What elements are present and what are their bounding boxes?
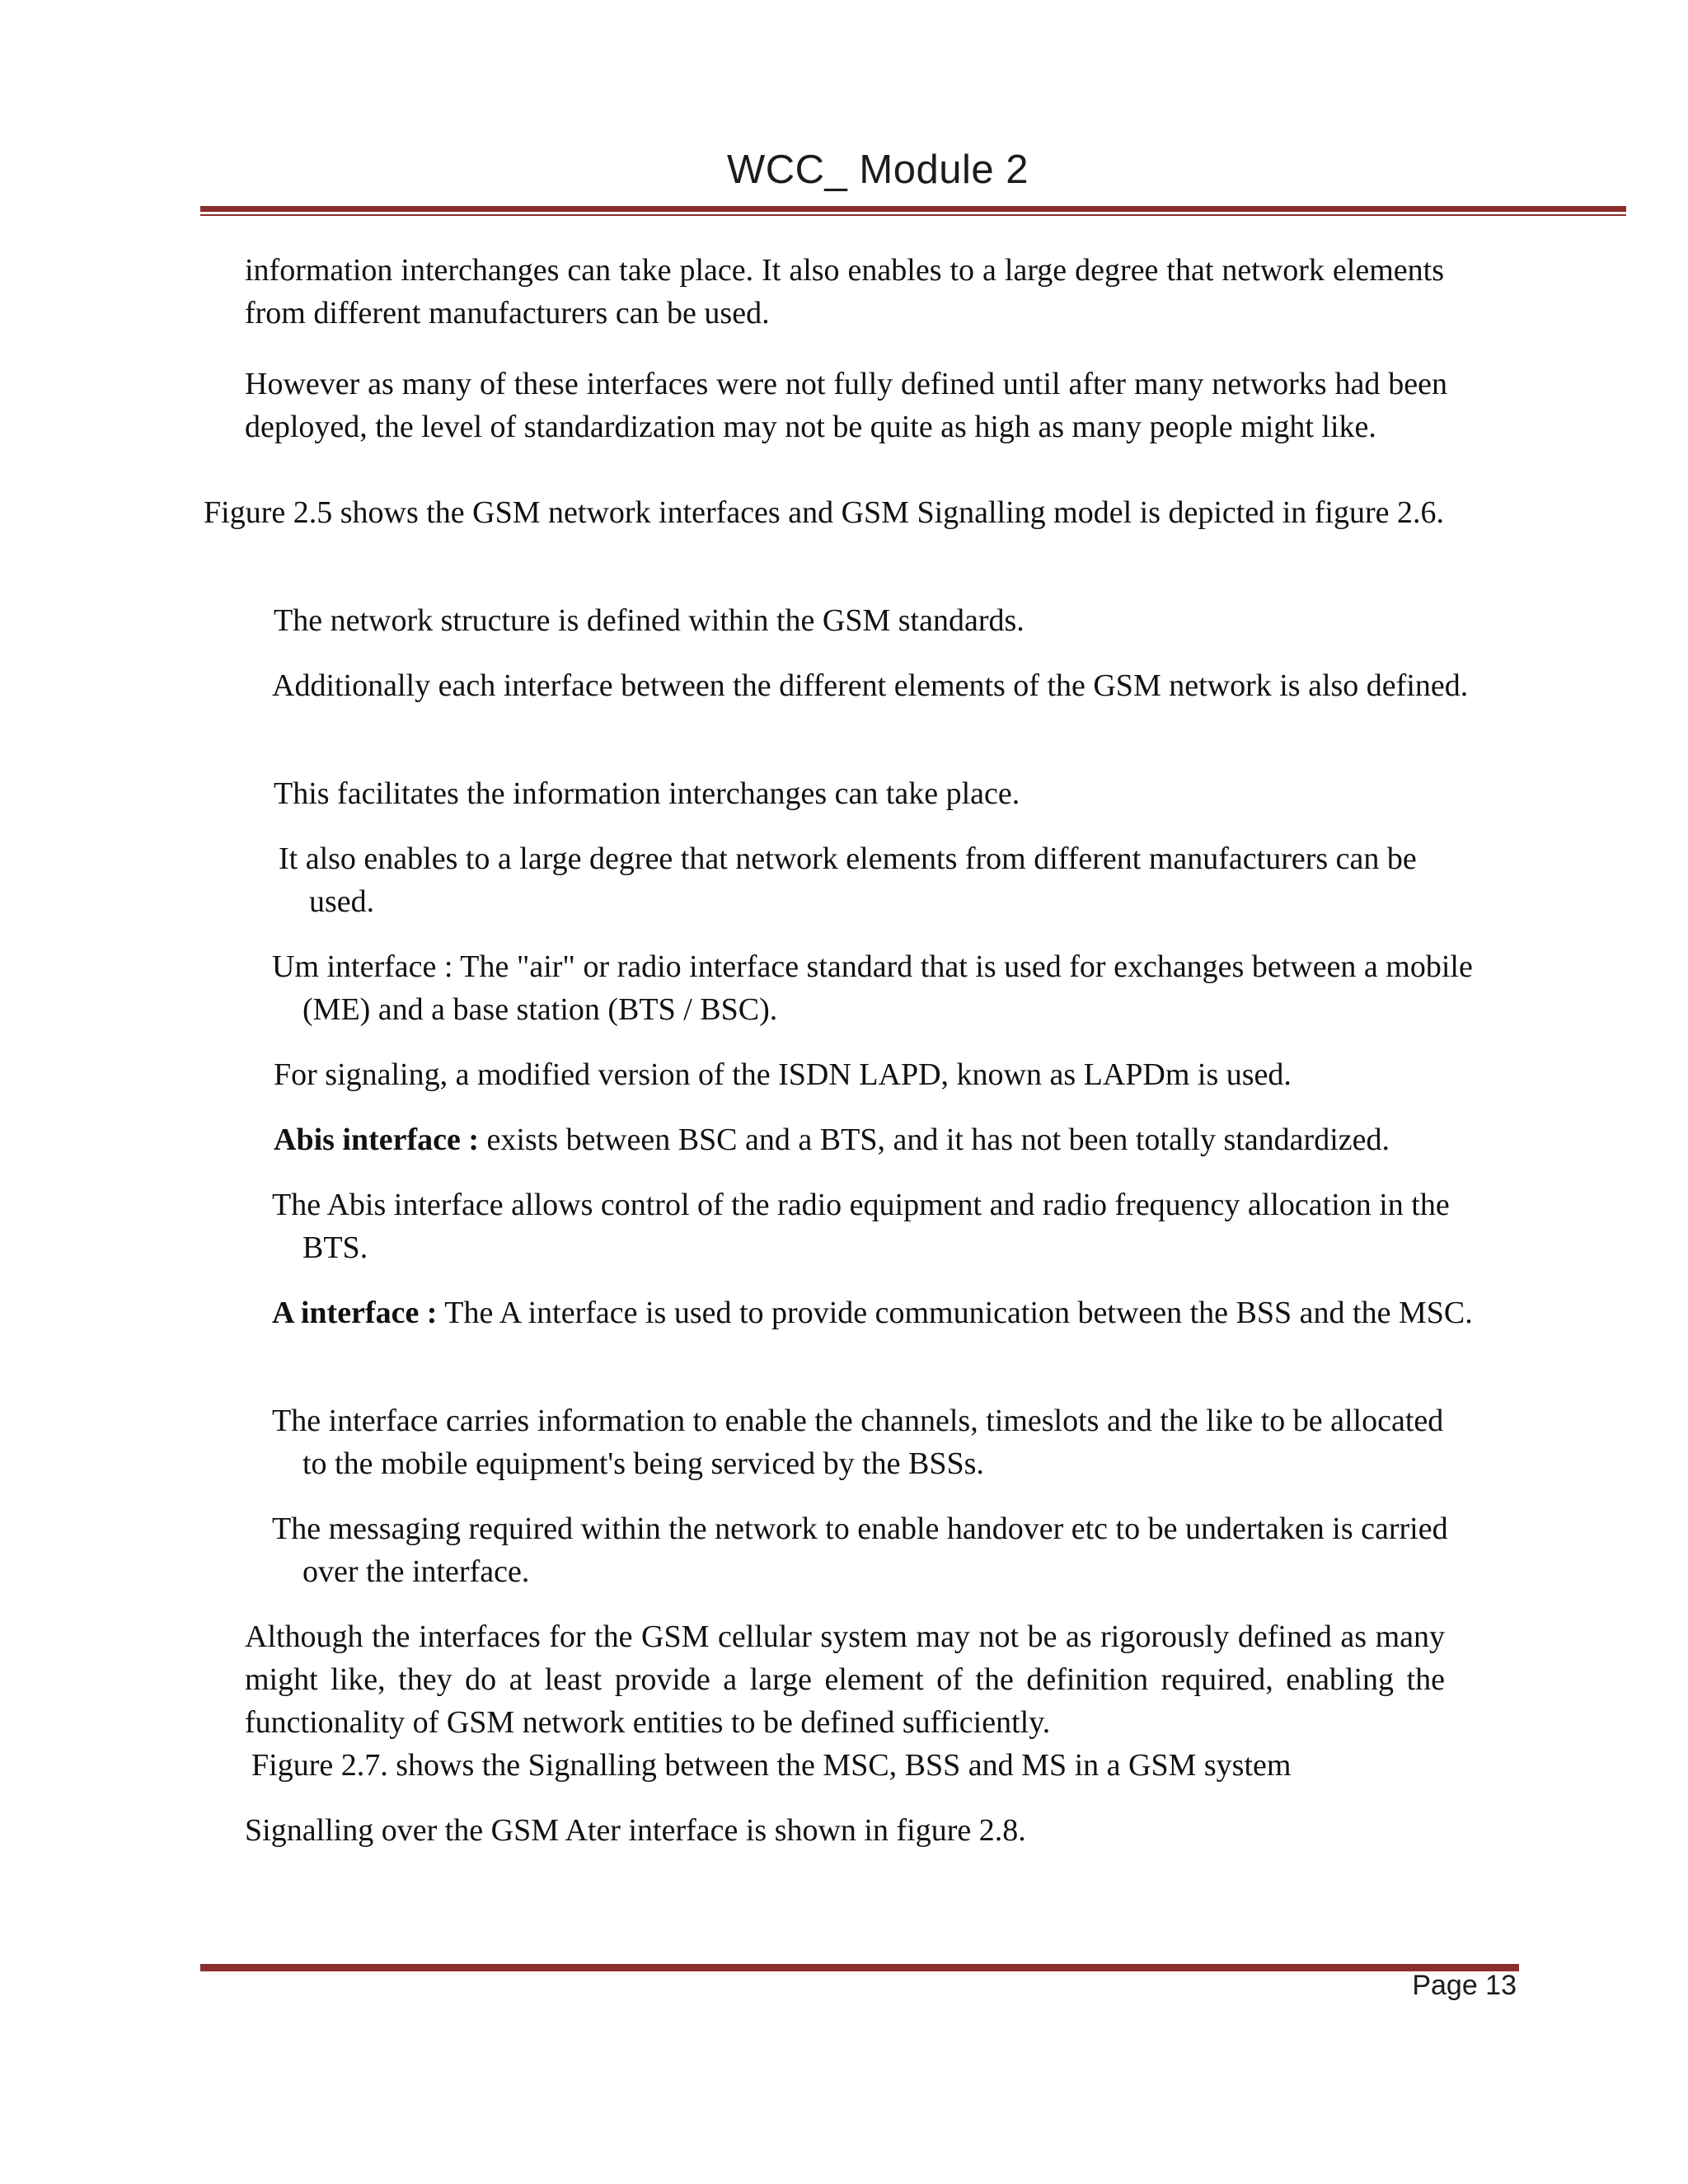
list-item <box>274 1118 1475 1161</box>
abis-interface-text: exists between BSC and a BTS, and it has not been totally standardized. <box>479 1122 1390 1157</box>
paragraph-figure-2-8: Signalling over the GSM Ater interface is shown in figure 2.8. <box>245 1813 1026 1848</box>
list-item: The network structure is defined within the GSM standards. <box>274 603 1025 638</box>
a-interface-text: The A interface is used to provide communication between the BSS and the MSC. <box>437 1296 1473 1330</box>
list-item: For signaling, a modified version of the ISDN LAPD, known as LAPDm is used. <box>274 1057 1292 1092</box>
paragraph-standardization: However as many of these interfaces were not fully defined until after many networks had been deployed, the level of standardization may not be quite as high as many people might like. <box>245 367 1447 444</box>
paragraph-conclusion: Although the interfaces for the GSM cellular system may not be as rigorously defined as many might like, they do at least provide a large element of the definition required, enabling the functionality of GSM network entities to be defined sufficiently. <box>245 1619 1445 1740</box>
a-interface-label: A interface : <box>272 1296 438 1330</box>
list-item: Additionally each interface between the different elements of the GSM network is also defined. <box>272 668 1469 703</box>
list-item: The Abis interface allows control of the radio equipment and radio frequency allocation in the BTS. <box>272 1188 1450 1265</box>
list-item: Um interface : The "air" or radio interface standard that is used for exchanges between a mobile (ME) and a base station (BTS / BSC). <box>272 949 1473 1027</box>
list-item: It also enables to a large degree that network elements from different manufacturers can be used. <box>279 841 1417 919</box>
paragraph-intro: information interchanges can take place. It also enables to a large degree that network elements from different manufacturers can be used. <box>245 253 1444 330</box>
page-number: Page 13 <box>1412 1970 1517 2001</box>
abis-interface-label: Abis interface : <box>274 1122 480 1157</box>
list-item <box>272 1291 1481 1334</box>
paragraph-figure-2-5: Figure 2.5 shows the GSM network interfaces and GSM Signalling model is depicted in figure 2.6. <box>204 495 1445 530</box>
list-item: The messaging required within the network to enable handover etc to be undertaken is carried over the interface. <box>272 1511 1448 1589</box>
list-item: This facilitates the information interchanges can take place. <box>274 776 1020 811</box>
page-header-title: WCC_ Module 2 <box>727 148 1029 192</box>
list-item: The interface carries information to enable the channels, timeslots and the like to be allocated to the mobile equipment's being serviced by the BSSs. <box>272 1404 1444 1481</box>
paragraph-figure-2-7: Figure 2.7. shows the Signalling between the MSC, BSS and MS in a GSM system <box>251 1748 1292 1783</box>
